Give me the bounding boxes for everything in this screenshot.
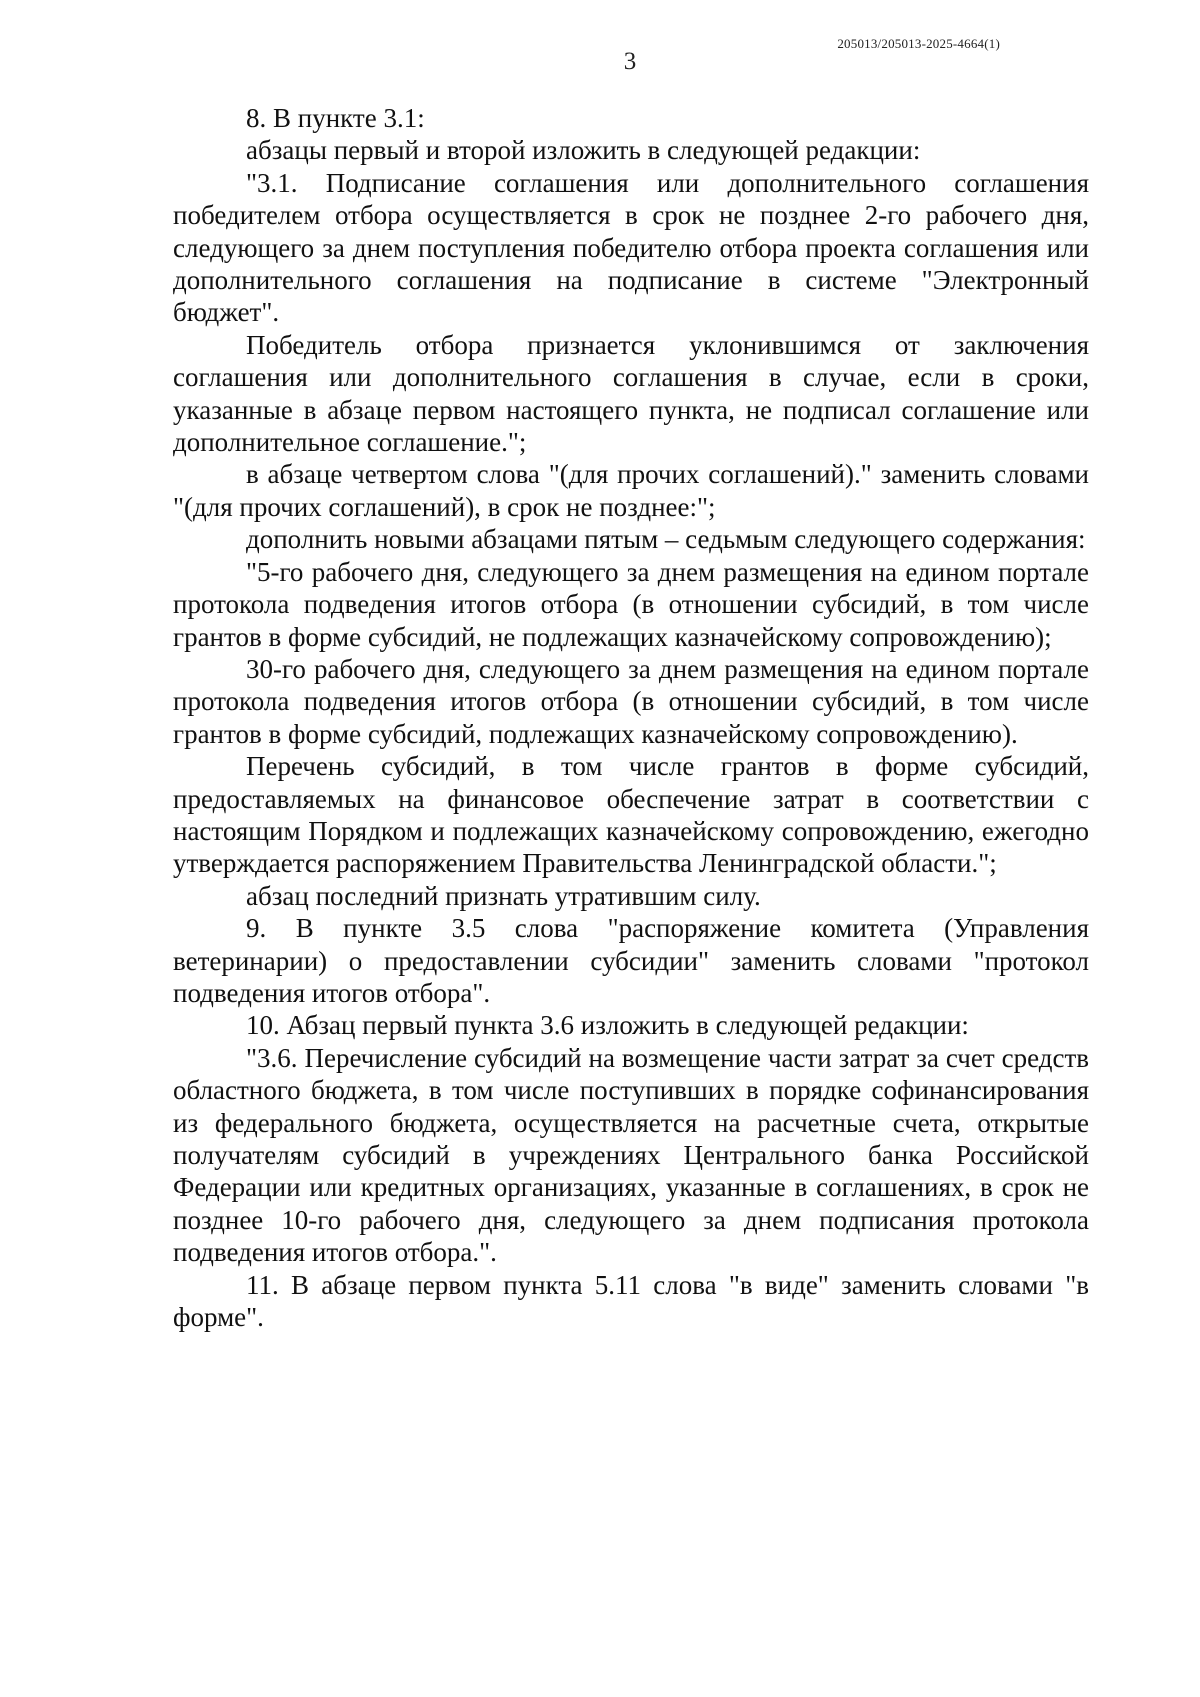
paragraph-quote: "3.1. Подписание соглашения или дополнительного соглашения победителем отбора осуществляется в срок не позднее 2-го рабочего дня, следующего за днем поступления победителю отбора проекта соглашения или дополнительного соглашения на подписание в системе "Электронный бюджет". [173, 167, 1089, 328]
paragraph-item-10: 10. Абзац первый пункта 3.6 изложить в следующей редакции: [246, 1010, 969, 1041]
paragraph-quote: Победитель отбора признается уклонившимся от заключения соглашения или дополнительного соглашения в случае, если в сроки, указанные в абзаце первом настоящего пункта, не подписал соглашение или дополнительное соглашение."; [173, 329, 1089, 458]
paragraph: абзац последний признать утратившим силу. [246, 880, 761, 911]
paragraph-item-11: 11. В абзаце первом пункта 5.11 слова "в виде" заменить словами "в форме". [173, 1269, 1089, 1333]
paragraph-quote: Перечень субсидий, в том числе грантов в форме субсидий, предоставляемых на финансовое обеспечение затрат в соответствии с настоящим Порядком и подлежащих казначейскому сопровождению, ежегодно утверждается распоряжением Правительства Ленинградской области."; [173, 751, 1089, 879]
paragraph-item-8: 8. В пункте 3.1: [246, 103, 425, 133]
paragraph-quote: 30-го рабочего дня, следующего за днем размещения на едином портале протокола подведения итогов отбора (в отношении субсидий, в том числе грантов в форме субсидий, подлежащих казначейскому сопровождению). [173, 653, 1089, 749]
document-registration-number: 205013/205013-2025-4664(1) [837, 36, 1000, 51]
paragraph: дополнить новыми абзацами пятым – седьмым следующего содержания: [246, 524, 1086, 555]
paragraph-quote: "3.6. Перечисление субсидий на возмещение части затрат за счет средств областного бюджета, в том числе поступивших в порядке софинансирования из федерального бюджета, осуществляется на расчетные счета, открытые получателям субсидий в учреждениях Центрального банка Российской Федерации или кредитных организациях, указанные в соглашениях, в срок не позднее 10-го рабочего дня, следующего за днем подписания протокола подведения итогов отбора.". [173, 1042, 1089, 1268]
document-body [173, 102, 1089, 1333]
paragraph: абзацы первый и второй изложить в следующей редакции: [246, 135, 921, 166]
paragraph-quote: "5-го рабочего дня, следующего за днем размещения на едином портале протокола подведения итогов отбора (в отношении субсидий, в том числе грантов в форме субсидий, не подлежащих казначейскому сопровождению); [173, 556, 1089, 652]
paragraph-item-9: 9. В пункте 3.5 слова "распоряжение комитета (Управления ветеринарии) о предоставлении субсидии" заменить словами "протокол подведения итогов отбора". [173, 913, 1089, 1008]
paragraph: в абзаце четвертом слова "(для прочих соглашений)." заменить словами "(для прочих соглашений), в срок не позднее:"; [173, 459, 1089, 522]
page-number: 3 [623, 48, 637, 75]
